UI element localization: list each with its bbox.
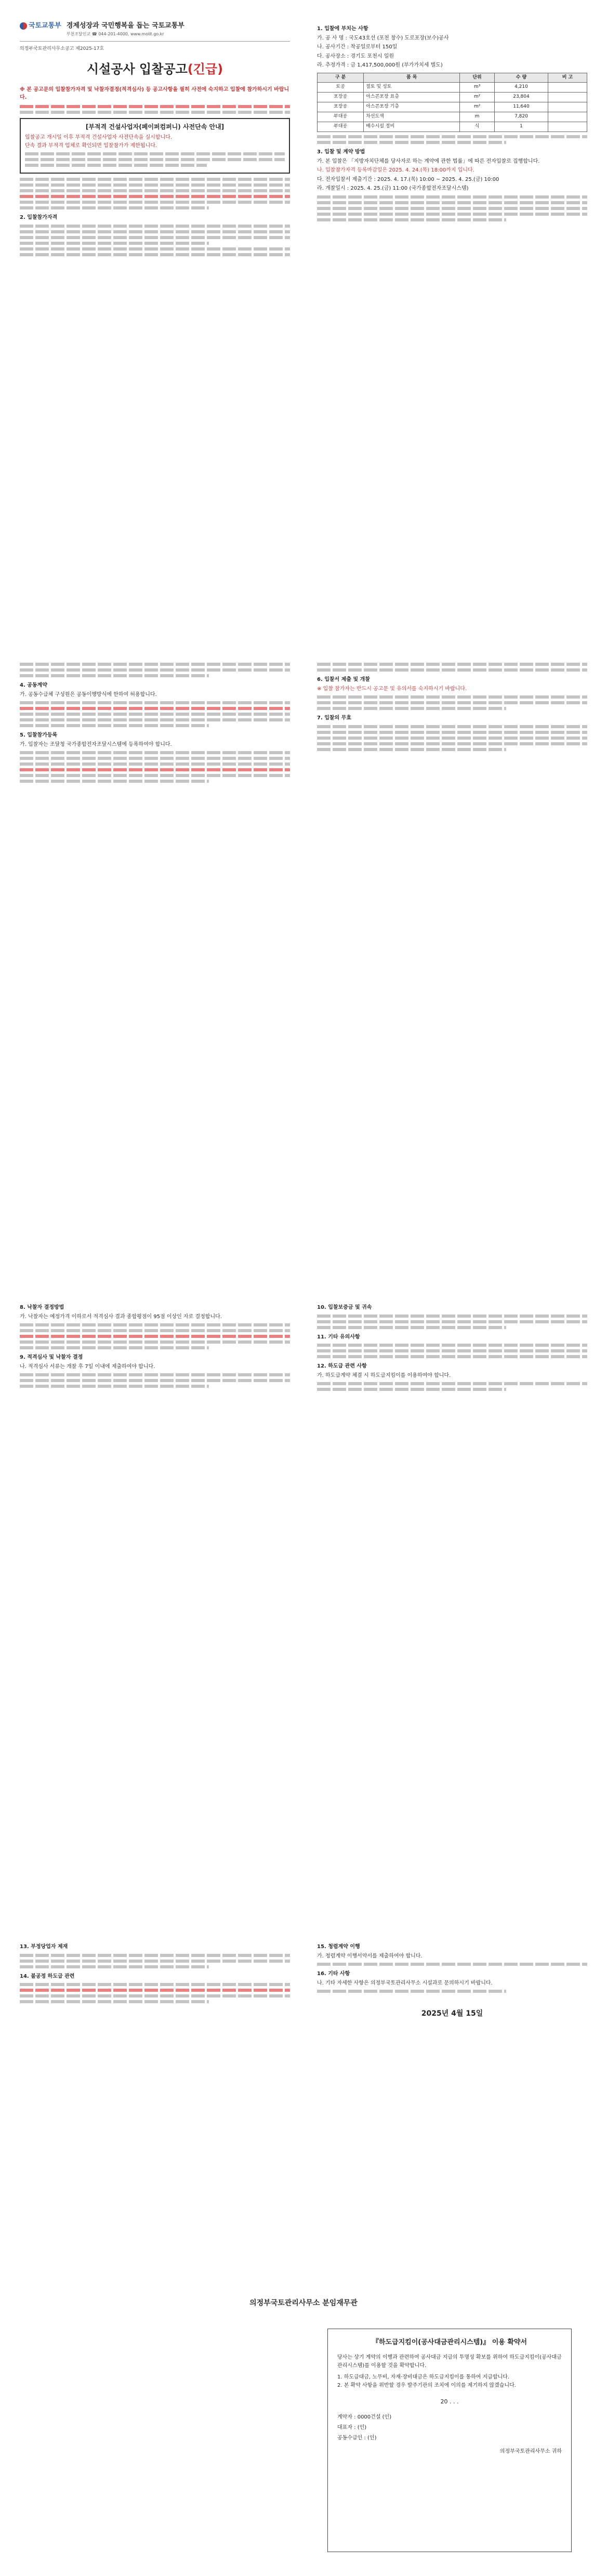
signature-line: 대표자 : (인): [337, 2425, 367, 2431]
text-line: [317, 1344, 587, 1347]
text-line: [317, 1315, 587, 1318]
title-urgent: (긴급): [187, 62, 223, 77]
text-line: [20, 701, 290, 704]
table-cell: 배수시설 정비: [364, 122, 460, 132]
issue-date: 2025년 4월 15일: [421, 2009, 483, 2018]
table-cell: 부대공: [318, 112, 364, 122]
page-title: [20, 60, 290, 79]
fraud-notice-box: [20, 118, 290, 174]
text-line: [20, 1989, 290, 1992]
page-1-right-column: [317, 21, 587, 224]
page-2-right-column: [317, 660, 587, 754]
text-line: [317, 141, 506, 144]
paragraph: 가. 하도급계약 체결 시 하도급지킴이를 이용하여야 합니다.: [317, 1372, 451, 1378]
page-3-left-column: [20, 1299, 290, 1390]
paragraph: 라. 개찰일시 : 2025. 4. 25.(금) 11:00 (국가종합전자조달시스템): [317, 186, 469, 192]
slogan: 경제성장과 국민행복을 돕는 국토교통부: [66, 22, 184, 30]
section-heading: 15. 청렴계약 이행: [317, 1944, 360, 1950]
paragraph: 가. 청렴계약 이행서약서를 제출하여야 합니다.: [317, 1953, 423, 1959]
table-cell: m²: [459, 93, 494, 102]
paragraph: 나. 적격심사 서류는 개찰 후 7일 이내에 제출하여야 합니다.: [20, 1363, 155, 1370]
table-cell: 7,820: [495, 112, 548, 122]
section-heading: 11. 기타 유의사항: [317, 1334, 360, 1340]
document-number: 의정부국토관리사무소공고 제2025-17호: [20, 46, 104, 51]
contact-info: 부천조달인교 ☎ 044-201-4000, www.molit.go.kr: [66, 32, 164, 37]
ministry-logo-text: 국토교통부: [29, 22, 61, 30]
text-line: [317, 707, 506, 710]
text-line: [20, 1960, 290, 1963]
text-line: [20, 206, 209, 209]
section-heading: 5. 입찰참가등록: [20, 732, 58, 738]
table-header: 수 량: [495, 73, 548, 83]
text-line: [20, 763, 290, 766]
text-line: [317, 1963, 587, 1966]
text-line: [317, 1990, 506, 1993]
text-line: [317, 663, 587, 666]
text-line: [20, 1994, 290, 1997]
text-line: [317, 701, 587, 704]
text-line: [20, 1954, 290, 1957]
text-line: [317, 695, 587, 699]
text-line: [20, 225, 290, 228]
text-line: [317, 207, 587, 210]
text-line: [20, 189, 290, 192]
letterhead: [20, 21, 290, 42]
section-heading: 13. 부정당업자 제재: [20, 1944, 68, 1950]
text-line: [20, 1335, 290, 1338]
table-cell: [548, 102, 587, 112]
text-line: [20, 178, 290, 181]
text-line: [20, 768, 290, 771]
text-line: [317, 1388, 506, 1391]
text-line: [317, 742, 587, 745]
text-line: [25, 158, 285, 161]
text-line: [20, 105, 290, 108]
text-line: [317, 1326, 506, 1329]
table-cell: 포장공: [318, 102, 364, 112]
text-line: [20, 663, 290, 666]
table-cell: [548, 93, 587, 102]
table-cell: 아스콘포장 기층: [364, 102, 460, 112]
text-line: [20, 236, 290, 239]
text-line: [20, 707, 290, 710]
contract-item: 나. 공사기간 : 착공일로부터 150일: [317, 44, 398, 50]
text-line: [20, 1385, 209, 1388]
table-row: [318, 122, 587, 132]
text-line: [20, 1323, 290, 1326]
text-line: [317, 195, 587, 199]
section-heading: 1. 입찰에 부치는 사항: [317, 26, 368, 32]
table-cell: 1: [495, 122, 548, 132]
paragraph: 가. 본 입찰은 「지방자치단체를 당사자로 하는 계약에 관한 법률」에 따른 전자입찰로 집행합니다.: [317, 158, 540, 164]
table-row: [318, 83, 587, 93]
paragraph: 나. 기타 자세한 사항은 의정부국토관리사무소 시설과로 문의하시기 바랍니다.: [317, 1980, 493, 1986]
table-row: [318, 93, 587, 102]
table-cell: 토공: [318, 83, 364, 93]
table-header: 구 분: [318, 73, 364, 83]
table-cell: [548, 122, 587, 132]
text-line: [20, 1329, 290, 1332]
fraud-notice-line: 입찰공고 개시일 이후 부적격 건설사업자 사전단속을 실시합니다.: [25, 135, 173, 141]
section-heading: 8. 낙찰자 결정방법: [20, 1305, 64, 1310]
table-cell: 4,210: [495, 83, 548, 93]
paragraph-highlight: 나. 입찰참가자격 등록마감일은 2025. 4. 24.(목) 18:00까지 입니다.: [317, 167, 474, 174]
page-1-left-column: [20, 21, 290, 259]
text-line: [317, 725, 587, 728]
consent-clause: 2. 본 확약 사항을 위반할 경우 발주기관의 조치에 이의를 제기하지 않겠습니다.: [337, 2382, 516, 2388]
section-heading: 3. 입찰 및 계약 방법: [317, 149, 365, 155]
text-line: [317, 668, 587, 672]
text-line: [25, 152, 285, 155]
title-main: 시설공사 입찰공고: [86, 62, 188, 77]
text-line: [20, 1346, 209, 1349]
table-cell: m³: [459, 83, 494, 93]
paragraph: 다. 전자입찰서 제출기간 : 2025. 4. 17.(목) 10:00 ~ 2025. 4. 25.(금) 10:00: [317, 176, 499, 182]
consent-clause: 1. 하도급대금, 노무비, 자재·장비대금은 하도급지킴이를 통하여 지급합니다.: [337, 2374, 510, 2380]
text-line: [20, 1340, 290, 1344]
text-line: [20, 1965, 209, 1968]
text-line: [20, 253, 290, 256]
text-line: [317, 218, 506, 221]
contract-item: 라. 추정가격 : 금 1,417,500,000원 (부가가치세 별도): [317, 62, 443, 68]
page-4-right-column: [317, 1939, 587, 2020]
page-2-left-column: [20, 660, 290, 785]
text-line: [317, 1320, 587, 1323]
text-line: [20, 111, 290, 114]
text-line: [20, 780, 209, 783]
contract-item: 가. 공 사 명 : 국도43호선 (포천 창수) 도로포장(보수)공사: [317, 35, 449, 41]
text-line: [20, 195, 290, 198]
table-cell: 부대공: [318, 122, 364, 132]
text-line: [317, 731, 587, 734]
text-line: [317, 213, 587, 216]
paragraph-highlight: ※ 입찰 참가자는 반드시 공고문 및 유의서를 숙지하시기 바랍니다.: [317, 686, 467, 692]
text-line: [25, 164, 207, 167]
text-line: [20, 674, 209, 677]
table-row: [318, 112, 587, 122]
section-heading: 2. 입찰참가자격: [20, 215, 58, 221]
text-line: [20, 718, 290, 721]
text-line: [20, 183, 290, 187]
fraud-notice-line: 단속 결과 부적격 업체로 확인되면 입찰참가가 제한됩니다.: [25, 142, 157, 149]
text-line: [317, 748, 506, 751]
consent-recipient: 의정부국토관리사무소 귀하: [499, 2449, 562, 2455]
table-cell: 차선도색: [364, 112, 460, 122]
ministry-logo: [20, 21, 61, 31]
notice-warning: ※ 본 공고문의 입찰참가자격 및 낙찰자결정(적격심사) 등 공고사항을 필히 사전에 숙지하고 입찰에 참가하시기 바랍니다.: [20, 86, 289, 101]
section-heading: 14. 불공정 하도급 관련: [20, 1973, 75, 1979]
table-header: 단위: [459, 73, 494, 83]
text-line: [317, 1349, 587, 1352]
consent-title: 『하도급지킴이(공사대금관리시스템)』 이용 확약서: [372, 2338, 527, 2346]
text-line: [20, 757, 290, 760]
page-4-left-column: [20, 1939, 290, 2006]
table-cell: m: [459, 112, 494, 122]
paragraph: 가. 입찰자는 조달청 국가종합전자조달시스템에 등록하여야 합니다.: [20, 741, 172, 747]
signature-line: 계약자 : 0000건설 (인): [337, 2414, 392, 2421]
section-heading: 6. 입찰서 제출 및 개찰: [317, 677, 370, 682]
text-line: [20, 1983, 290, 1986]
table-cell: [548, 112, 587, 122]
section-heading: 12. 하도급 관련 사항: [317, 1363, 367, 1369]
table-cell: 포장공: [318, 93, 364, 102]
fraud-notice-title: [부적격 건설사업자(페이퍼컴퍼니) 사전단속 안내]: [85, 123, 225, 130]
page-1: [0, 0, 607, 639]
subcontract-consent-form: [327, 2329, 572, 2552]
table-cell: 23,804: [495, 93, 548, 102]
section-heading: 16. 기타 사항: [317, 1971, 350, 1977]
table-cell: 식: [459, 122, 494, 132]
text-line: [20, 713, 290, 716]
text-line: [20, 247, 290, 251]
text-line: [20, 2000, 209, 2003]
section-heading: 10. 입찰보증금 및 귀속: [317, 1305, 372, 1310]
consent-date: 20 . . .: [440, 2398, 459, 2405]
page-3: [0, 1279, 607, 1918]
text-line: [317, 135, 587, 138]
page-2: [0, 639, 607, 1279]
paragraph: 가. 공동수급체 구성원은 공동이행방식에 한하여 허용합니다.: [20, 691, 157, 698]
text-line: [317, 1355, 587, 1358]
paragraph: 가. 낙찰자는 예정가격 이하로서 적격심사 결과 종합평점이 95점 이상인 자로 결정합니다.: [20, 1313, 222, 1320]
text-line: [20, 774, 290, 777]
issuer-signature: 의정부국토관리사무소 분임재무관: [249, 2299, 358, 2307]
text-line: [20, 1373, 290, 1376]
consent-body: 당사는 상기 계약의 이행과 관련하여 공사대금 지급의 투명성 확보를 위하여 하도급지킴이(공사대금관리시스템)를 이용할 것을 확약합니다.: [337, 2354, 562, 2369]
table-header: 품 목: [364, 73, 460, 83]
section-heading: 4. 공동계약: [20, 682, 47, 688]
text-line: [20, 201, 290, 204]
text-line: [317, 201, 587, 204]
text-line: [20, 668, 290, 672]
table-cell: 절토 및 성토: [364, 83, 460, 93]
table-header: 비 고: [548, 73, 587, 83]
table-cell: 아스콘포장 표층: [364, 93, 460, 102]
text-line: [20, 230, 290, 233]
table-cell: 11,640: [495, 102, 548, 112]
text-line: [317, 1382, 587, 1385]
text-line: [20, 724, 209, 727]
table-row: [318, 102, 587, 112]
page-3-right-column: [317, 1299, 587, 1394]
text-line: [317, 737, 587, 740]
section-heading: 7. 입찰의 무효: [317, 715, 352, 721]
signature-line: 공동수급인 : (인): [337, 2435, 377, 2441]
contract-item: 다. 공사장소 : 경기도 포천시 일원: [317, 53, 394, 59]
text-line: [20, 1379, 290, 1382]
taegeuk-icon: [20, 22, 27, 30]
text-line: [20, 242, 209, 245]
work-items-table: [317, 73, 587, 133]
text-line: [20, 751, 290, 754]
section-heading: 9. 적격심사 및 낙찰자 결정: [20, 1355, 83, 1360]
table-cell: m²: [459, 102, 494, 112]
table-cell: [548, 83, 587, 93]
